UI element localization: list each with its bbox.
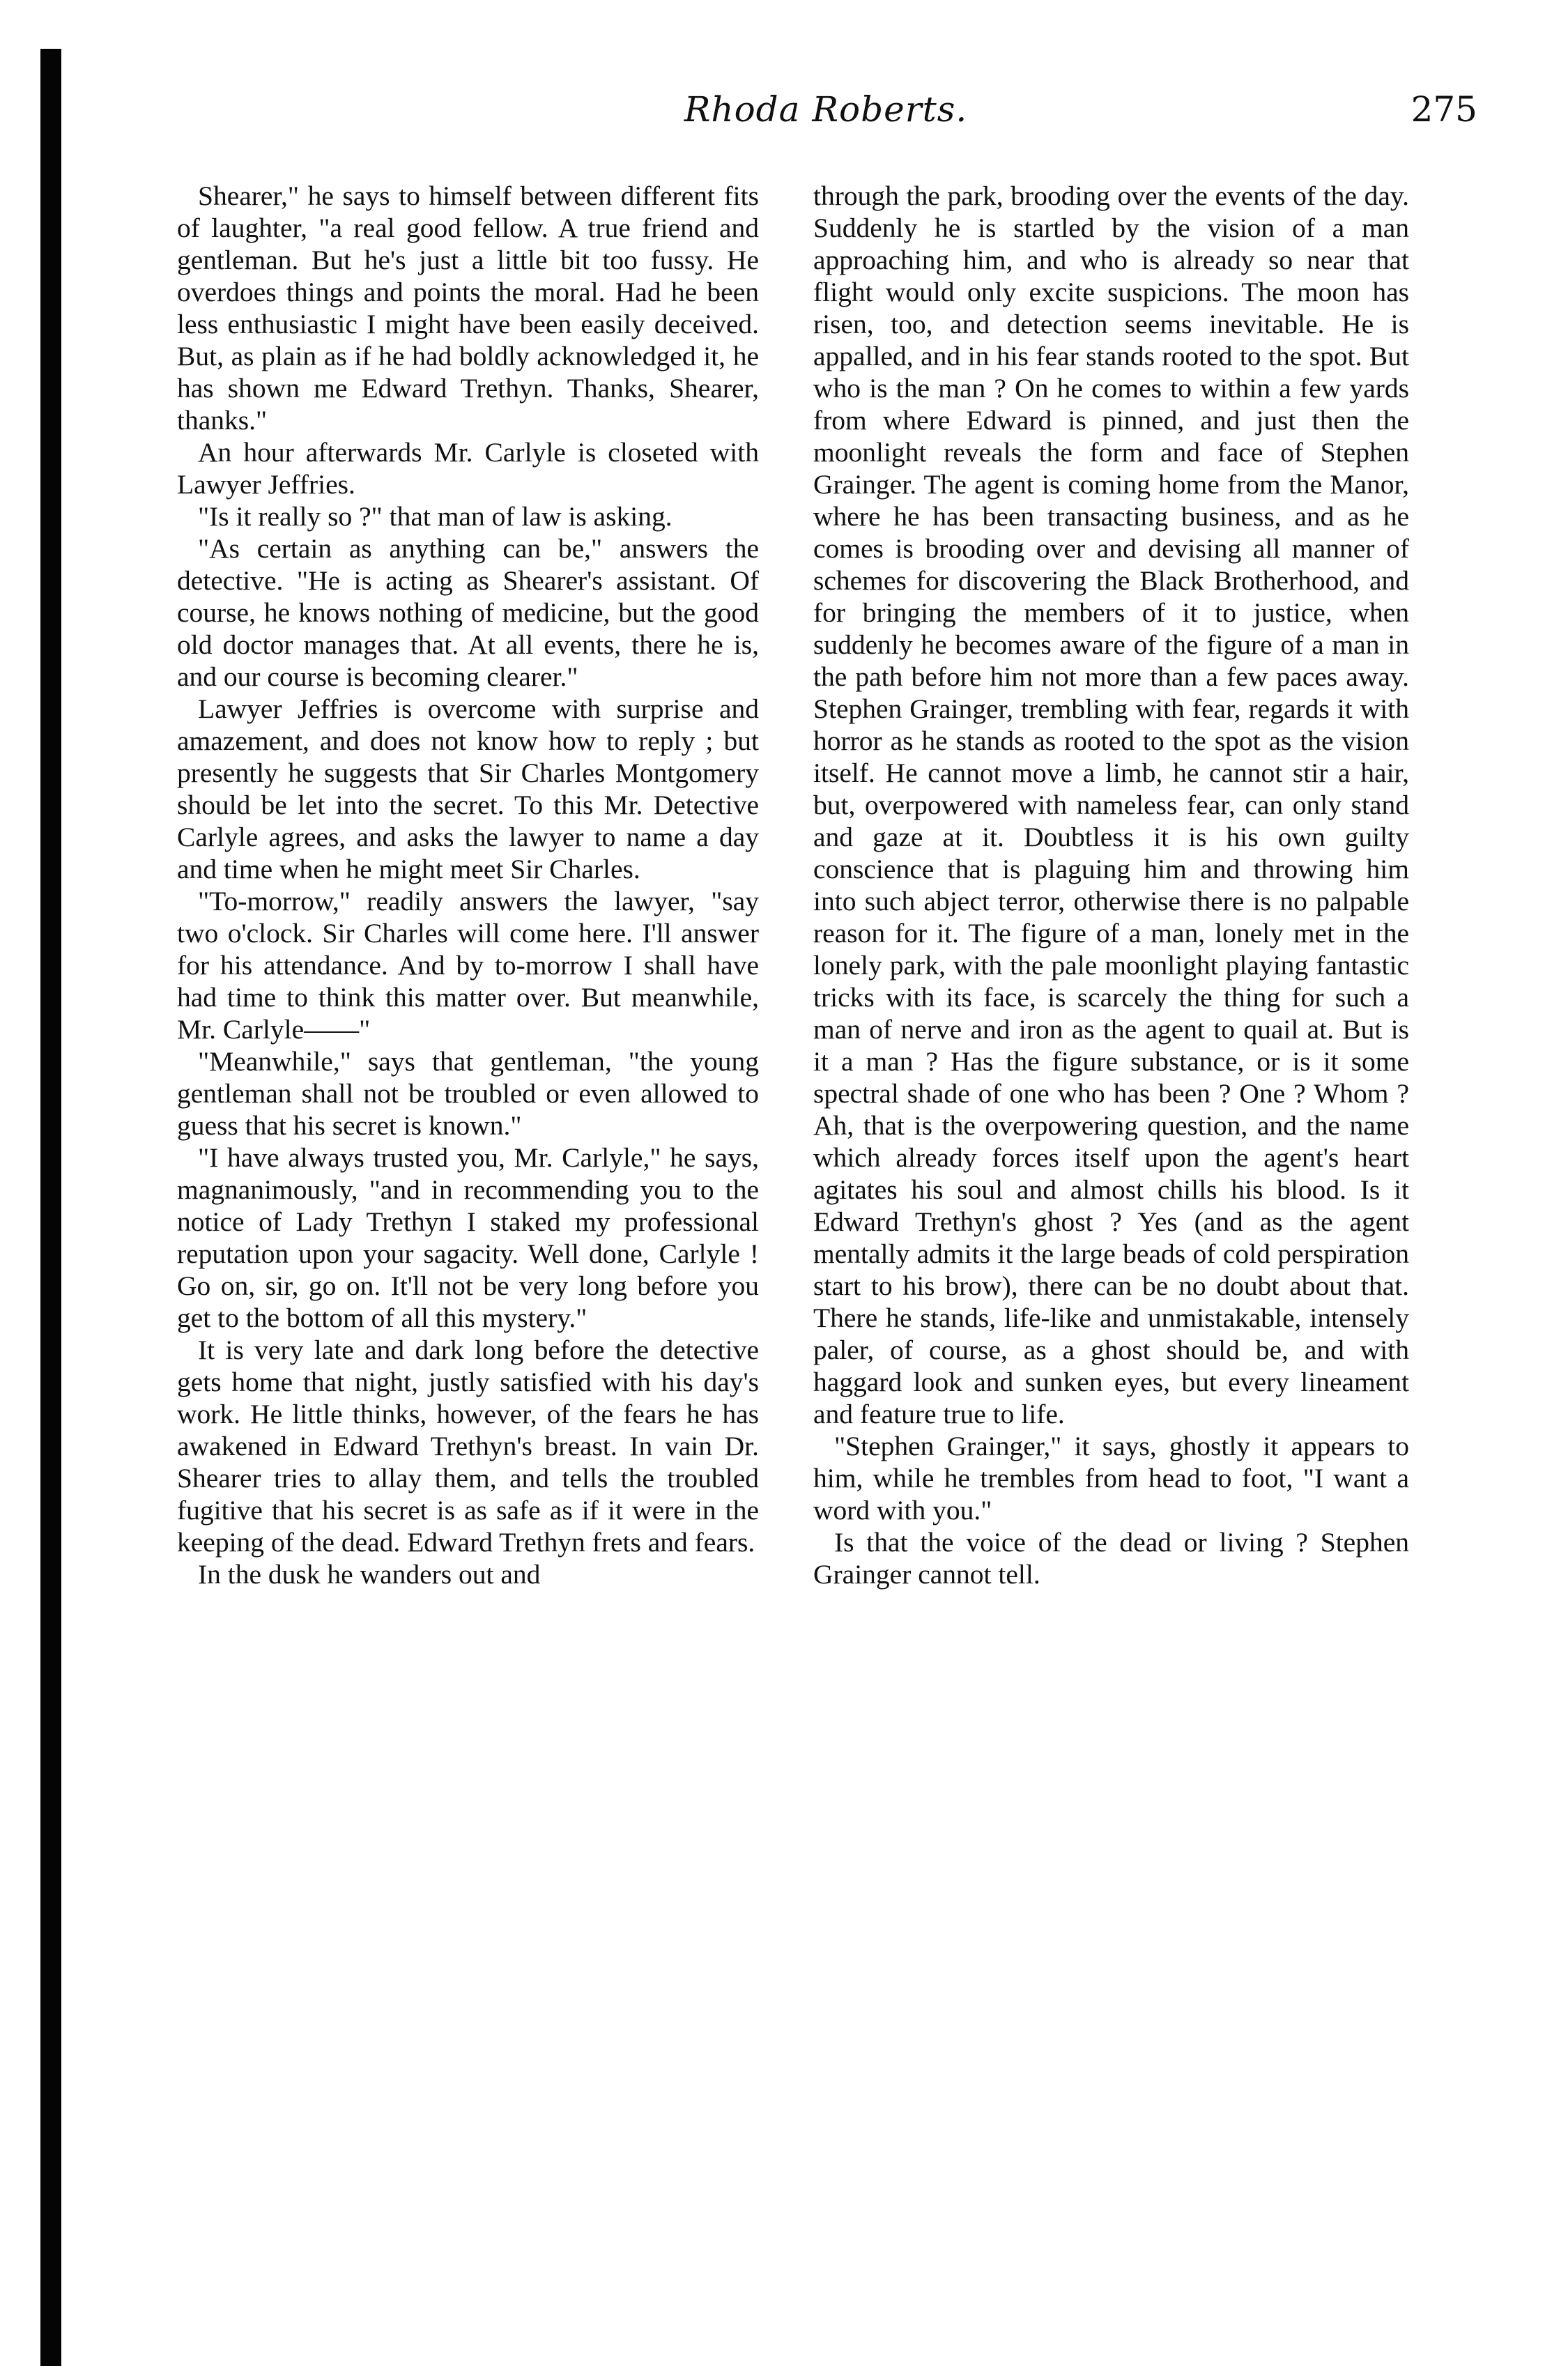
paragraph: In the dusk he wanders out and xyxy=(198,1559,541,1590)
paragraph: Shearer," he says to himself between different fits of laughter, "a real good fellow. A true friend and gentleman. But he's just a little bit too fussy. He overdoes things and points the moral. Had he been less enthusiastic I might have been easily deceived. But, as plain as if he had boldly acknowledged it, he has shown me Edward Trethyn. Thanks, Shearer, thanks." xyxy=(177,180,759,436)
paragraph: "I have always trusted you, Mr. Carlyle," he says, magnanimously, "and in recommending you to the notice of Lady Trethyn I staked my professional reputation upon your sagacity. Well done, Carlyle ! Go on, sir, go on. It'll not be very long before you get to the bottom of all this mystery." xyxy=(177,1142,759,1333)
right-column xyxy=(813,180,1409,1590)
paragraph: "Is it really so ?" that man of law is asking. xyxy=(198,501,672,532)
left-column xyxy=(177,180,759,1590)
scan-binding-edge xyxy=(40,49,61,2366)
paragraph: Is that the voice of the dead or living ? Stephen Grainger cannot tell. xyxy=(813,1527,1409,1590)
paragraph: "To-morrow," readily answers the lawyer, "say two o'clock. Sir Charles will come here. I'll answer for his attendance. And by to-morrow I shall have had time to think this matter over. But meanwhile, Mr. Carlyle——" xyxy=(177,886,759,1045)
page-title: Rhoda Roberts. xyxy=(684,89,968,130)
paragraph: through the park, brooding over the events of the day. Suddenly he is startled by the vision of a man approaching him, and who is already so near that flight would only excite suspicions. The moon has risen, too, and detection seems inevitable. He is appalled, and in his fear stands rooted to the spot. But who is the man ? On he comes to within a few yards from where Edward is pinned, and just then the moonlight reveals the form and face of Stephen Grainger. The agent is coming home from the Manor, where he has been transacting business, and as he comes is brooding over and devising all manner of schemes for discovering the Black Brotherhood, and for bringing the members of it to justice, when suddenly he becomes aware of the figure of a man in the path before him not more than a few paces away. Stephen Grainger, trembling with fear, regards it with horror as he stands as rooted to the spot as the vision itself. He cannot move a limb, he cannot stir a hair, but, overpowered with nameless fear, can only stand and gaze at it. Doubtless it is his own guilty conscience that is plaguing him and throwing him into such abject terror, otherwise there is no palpable reason for it. The figure of a man, lonely met in the lonely park, with the pale moonlight playing fantastic tricks with its face, is scarcely the thing for such a man of nerve and iron as the agent to quail at. But is it a man ? Has the figure substance, or is it some spectral shade of one who has been ? One ? Whom ? Ah, that is the overpowering question, and the name which already forces itself upon the agent's heart agitates his soul and almost chills his blood. Is it Edward Trethyn's ghost ? Yes (and as the agent mentally admits it the large beads of cold perspiration start to his brow), there can be no doubt about that. There he stands, life-like and unmistakable, intensely paler, of course, as a ghost should be, and with haggard look and sunken eyes, but every lineament and feature true to life. xyxy=(813,180,1409,1429)
paragraph: "Meanwhile," says that gentleman, "the young gentleman shall not be troubled or even allowed to guess that his secret is known." xyxy=(177,1046,759,1141)
paragraph: It is very late and dark long before the detective gets home that night, justly satisfied with his day's work. He little thinks, however, of the fears he has awakened in Edward Trethyn's breast. In vain Dr. Shearer tries to allay them, and tells the troubled fugitive that his secret is as safe as if it were in the keeping of the dead. Edward Trethyn frets and fears. xyxy=(177,1335,759,1558)
paragraph: Lawyer Jeffries is overcome with surprise and amazement, and does not know how to reply ; but presently he suggests that Sir Charles Montgomery should be let into the secret. To this Mr. Detective Carlyle agrees, and asks the lawyer to name a day and time when he might meet Sir Charles. xyxy=(177,693,759,884)
page-number: 275 xyxy=(1411,89,1477,130)
paragraph: "As certain as anything can be," answers the detective. "He is acting as Shearer's assistant. Of course, he knows nothing of medicine, but the good old doctor manages that. At all events, there he is, and our course is becoming clearer." xyxy=(177,533,759,692)
running-header xyxy=(174,89,1477,145)
paragraph: An hour afterwards Mr. Carlyle is closeted with Lawyer Jeffries. xyxy=(177,437,759,500)
paragraph: "Stephen Grainger," it says, ghostly it appears to him, while he trembles from head to foot, "I want a word with you." xyxy=(813,1431,1409,1526)
